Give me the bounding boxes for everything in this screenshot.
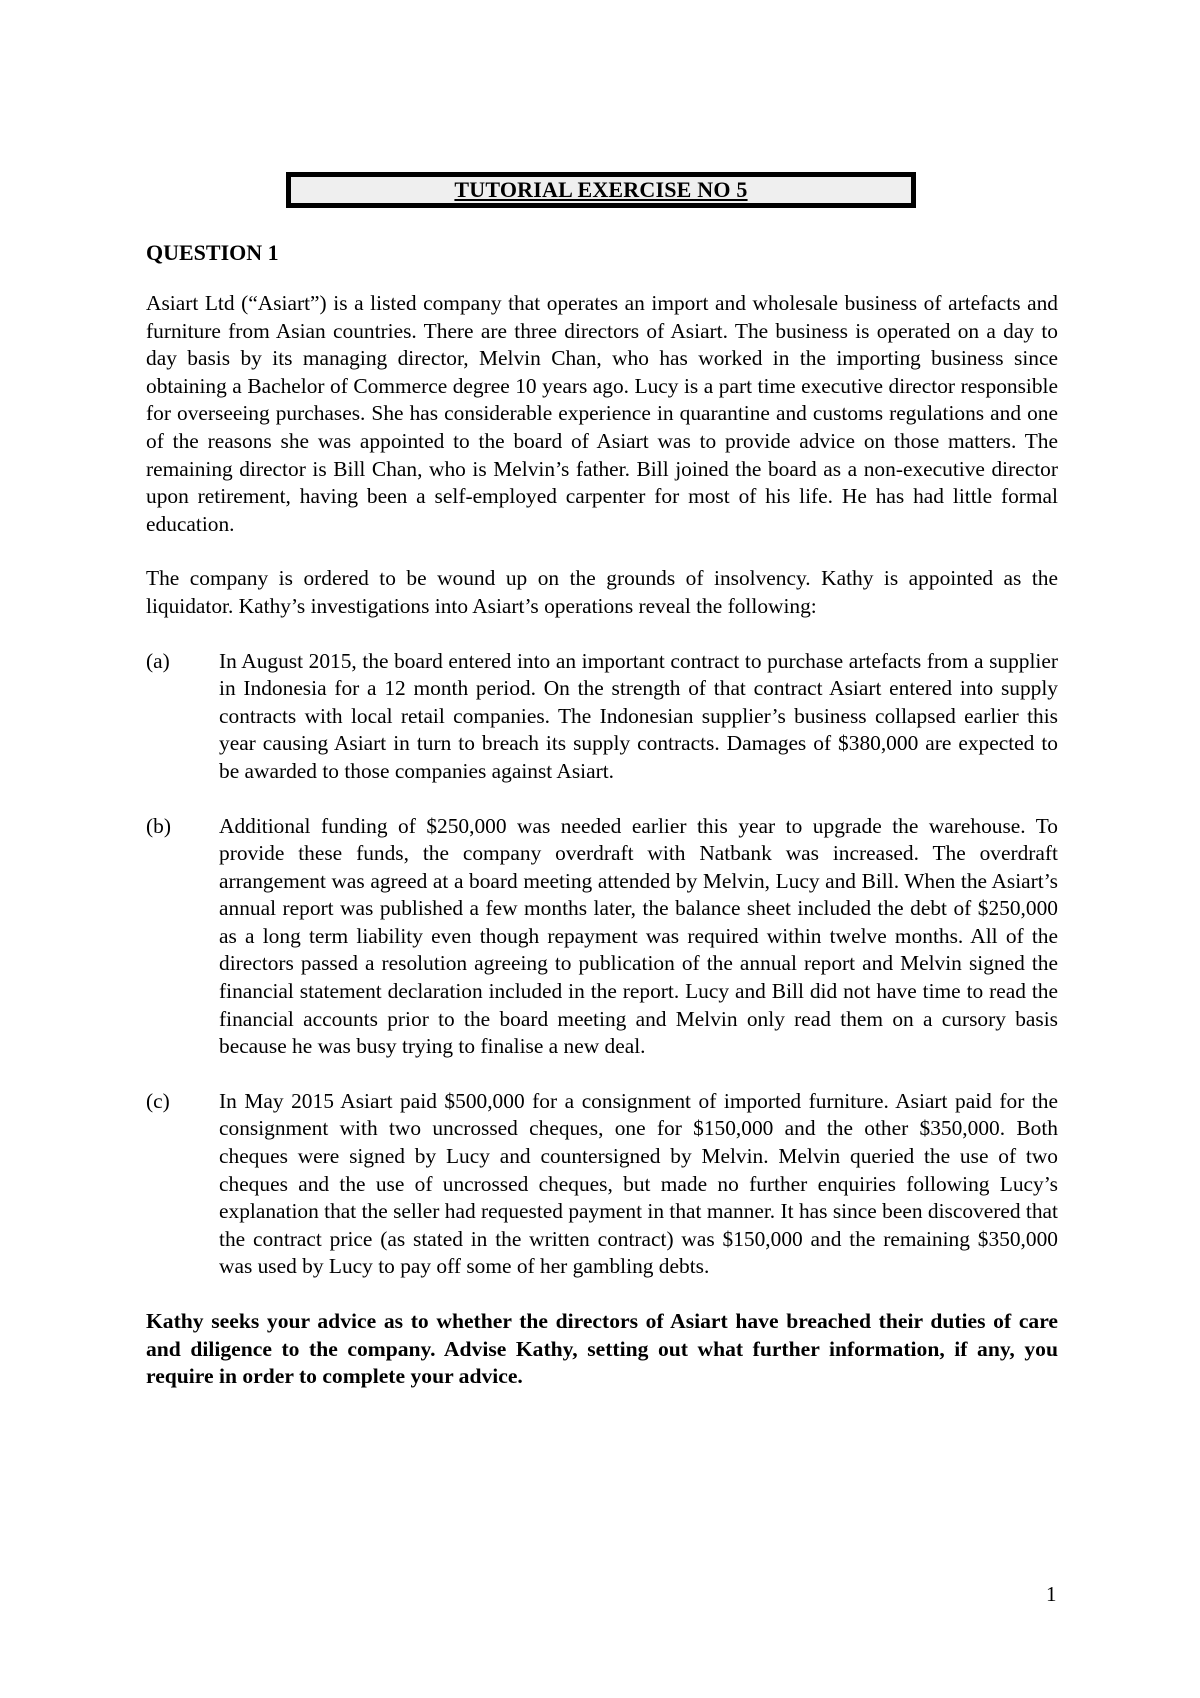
- list-item-text: In May 2015 Asiart paid $500,000 for a consignment of imported furniture. Asiart paid for the consignment with two uncrossed cheques, one for $150,000 and the other $350,000. Both cheques were signed by Lucy and countersigned by Melvin. Melvin queried the use of two cheques and the use of uncrossed cheques, but made no further enquiries following Lucy’s explanation that the seller had requested payment in that manner. It has since been discovered that the contract price (as stated in the written contract) was $150,000 and the remaining $350,000 was used by Lucy to pay off some of her gambling debts.: [219, 1088, 1058, 1279]
- list-item-text: In August 2015, the board entered into an important contract to purchase artefacts from a supplier in Indonesia for a 12 month period. On the strength of that contract Asiart entered into supply contracts with local retail companies. The Indonesian supplier’s business collapsed earlier this year causing Asiart in turn to breach its supply contracts. Damages of $380,000 are expected to be awarded to those companies against Asiart.: [219, 648, 1058, 783]
- instruction-paragraph: Kathy seeks your advice as to whether the directors of Asiart have breached their duties of care and diligence to the company. Advise Kathy, setting out what further information, if any, you require in order to complete your advice.: [146, 1309, 1058, 1389]
- list-item-c: [146, 1088, 1058, 1281]
- list-item-a: [146, 648, 1058, 786]
- list-item-b: [146, 813, 1058, 1061]
- question-heading: QUESTION 1: [146, 240, 279, 265]
- liquidation-paragraph: The company is ordered to be wound up on the grounds of insolvency. Kathy is appointed as the liquidator. Kathy’s investigations into Asiart’s operations reveal the following:: [146, 566, 1058, 618]
- list-item-marker: (c): [146, 1088, 170, 1113]
- document-body: [146, 236, 1058, 1391]
- intro-paragraph: Asiart Ltd (“Asiart”) is a listed company that operates an import and wholesale business of artefacts and furniture from Asian countries. There are three directors of Asiart. The business is operated on a day to day basis by its managing director, Melvin Chan, who has worked in the importing business since obtaining a Bachelor of Commerce degree 10 years ago. Lucy is a part time executive director responsible for overseeing purchases. She has considerable experience in quarantine and customs regulations and one of the reasons she was appointed to the board of Asiart was to provide advice on those matters. The remaining director is Bill Chan, who is Melvin’s father. Bill joined the board as a non-executive director upon retirement, having been a self-employed carpenter for most of his life. He has had little formal education.: [146, 291, 1058, 536]
- page-number: 1: [1046, 1582, 1057, 1606]
- list-item-marker: (b): [146, 813, 171, 838]
- list-item-text: Additional funding of $250,000 was needed earlier this year to upgrade the warehouse. To provide these funds, the company overdraft with Natbank was increased. The overdraft arrangement was agreed at a board meeting attended by Melvin, Lucy and Bill. When the Asiart’s annual report was published a few months later, the balance sheet included the debt of $250,000 as a long term liability even though repayment was required within twelve months. All of the directors passed a resolution agreeing to publication of the annual report and Melvin signed the financial statement declaration included in the report. Lucy and Bill did not have time to read the financial accounts prior to the board meeting and Melvin only read them on a cursory basis because he was busy trying to finalise a new deal.: [219, 813, 1058, 1059]
- title-box: [286, 172, 916, 208]
- list-item-marker: (a): [146, 648, 170, 673]
- document-title: TUTORIAL EXERCISE NO 5: [454, 177, 748, 202]
